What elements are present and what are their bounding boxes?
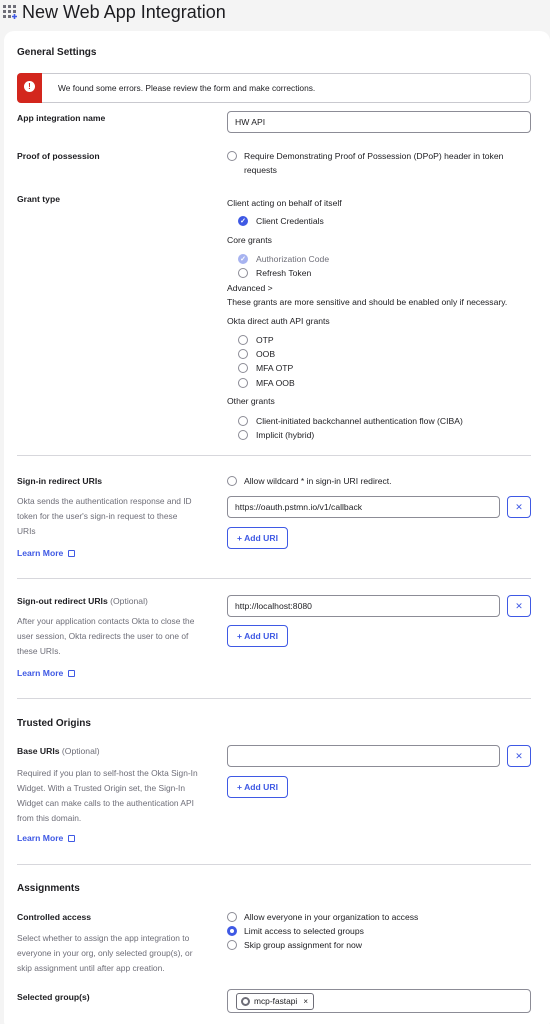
authorization-code-checkbox[interactable]: ✓ xyxy=(238,254,248,264)
refresh-token-checkbox[interactable] xyxy=(238,268,248,278)
signin-desc-2: token for the user's sign-in request to these xyxy=(17,511,178,521)
limit-groups-label: Limit access to selected groups xyxy=(244,926,364,936)
error-message: We found some errors. Please review the form and make corrections. xyxy=(58,83,316,93)
grant-type-label: Grant type xyxy=(17,194,60,204)
refresh-token-label: Refresh Token xyxy=(256,268,312,278)
trusted-desc-3: Widget can make calls to the authentication API xyxy=(17,798,194,808)
oob-label: OOB xyxy=(256,349,276,359)
divider xyxy=(17,864,531,865)
trusted-origins-heading: Trusted Origins xyxy=(17,718,91,729)
signin-learn-more-link[interactable]: Learn More xyxy=(17,548,75,558)
remove-signin-uri-button[interactable]: ✕ xyxy=(507,496,531,518)
signout-learn-more-link[interactable]: Learn More xyxy=(17,668,75,678)
signout-uri-input[interactable]: http://localhost:8080 xyxy=(227,595,500,617)
add-base-uri-button[interactable]: + Add URI xyxy=(227,776,288,798)
otp-checkbox[interactable] xyxy=(238,335,248,345)
signin-desc-3: URIs xyxy=(17,526,36,536)
allow-everyone-label: Allow everyone in your organization to access xyxy=(244,912,419,922)
add-signin-uri-button[interactable]: + Add URI xyxy=(227,527,288,549)
external-link-icon xyxy=(68,550,75,557)
remove-base-uri-button[interactable]: ✕ xyxy=(507,745,531,767)
client-group-label: Client acting on behalf of itself xyxy=(227,198,342,208)
wildcard-label: Allow wildcard * in sign-in URI redirect. xyxy=(244,476,392,486)
error-icon: ! xyxy=(24,81,35,92)
limit-groups-radio[interactable] xyxy=(227,926,237,936)
page-title: New Web App Integration xyxy=(22,2,226,22)
direct-auth-label: Okta direct auth API grants xyxy=(227,316,330,326)
client-credentials-checkbox[interactable]: ✓ xyxy=(238,216,248,226)
pop-label: Proof of possession xyxy=(17,151,100,161)
mfa-otp-checkbox[interactable] xyxy=(238,363,248,373)
advanced-toggle[interactable]: Advanced > xyxy=(227,283,273,293)
trusted-learn-more-link[interactable]: Learn More xyxy=(17,833,75,843)
dpop-option-label: Require Demonstrating Proof of Possession (DPoP) header in token xyxy=(244,151,504,161)
other-grants-label: Other grants xyxy=(227,396,275,406)
signout-desc-1: After your application contacts Okta to close the xyxy=(17,616,195,626)
chip-remove-icon[interactable]: × xyxy=(303,997,308,1006)
oob-checkbox[interactable] xyxy=(238,349,248,359)
ciba-checkbox[interactable] xyxy=(238,416,248,426)
otp-label: OTP xyxy=(256,335,274,345)
skip-assignment-label: Skip group assignment for now xyxy=(244,940,362,950)
assign-desc-3: skip assignment until after app creation. xyxy=(17,963,165,973)
base-uri-input[interactable] xyxy=(227,745,500,767)
ciba-label: Client-initiated backchannel authentication flow (CIBA) xyxy=(256,416,463,426)
remove-signout-uri-button[interactable]: ✕ xyxy=(507,595,531,617)
signin-redirect-label: Sign-in redirect URIs xyxy=(17,476,102,486)
implicit-checkbox[interactable] xyxy=(238,430,248,440)
divider xyxy=(17,698,531,699)
base-uris-label: Base URIs (Optional) xyxy=(17,746,100,756)
divider xyxy=(17,578,531,579)
signout-desc-3: these URIs. xyxy=(17,646,61,656)
group-chip: mcp-fastapi × xyxy=(236,993,314,1010)
implicit-label: Implicit (hybrid) xyxy=(256,430,315,440)
trusted-desc-2: Widget. With a Trusted Origin set, the Sign-In xyxy=(17,783,186,793)
add-signout-uri-button[interactable]: + Add URI xyxy=(227,625,288,647)
selected-groups-label: Selected group(s) xyxy=(17,992,90,1002)
gear-icon xyxy=(241,997,250,1006)
authorization-code-label: Authorization Code xyxy=(256,254,330,264)
controlled-access-label: Controlled access xyxy=(17,912,92,922)
trusted-desc-4: from this domain. xyxy=(17,813,82,823)
signin-desc-1: Okta sends the authentication response and ID xyxy=(17,496,192,506)
assign-desc-1: Select whether to assign the app integration to xyxy=(17,933,190,943)
assign-desc-2: everyone in your org, only selected group(s), or xyxy=(17,948,193,958)
external-link-icon xyxy=(68,835,75,842)
advanced-note: These grants are more sensitive and should be enabled only if necessary. xyxy=(227,297,508,307)
error-banner xyxy=(17,73,531,103)
signout-redirect-label: Sign-out redirect URIs (Optional) xyxy=(17,596,148,606)
app-name-input[interactable]: HW API xyxy=(227,111,531,133)
assignments-heading: Assignments xyxy=(17,883,80,894)
divider xyxy=(17,455,531,456)
app-grid-add-icon xyxy=(3,5,17,19)
skip-assignment-radio[interactable] xyxy=(227,940,237,950)
mfa-otp-label: MFA OTP xyxy=(256,363,294,373)
trusted-desc-1: Required if you plan to self-host the Okta Sign-In xyxy=(17,768,198,778)
general-settings-heading: General Settings xyxy=(17,47,97,58)
dpop-checkbox[interactable] xyxy=(227,151,237,161)
dpop-option-label-2: requests xyxy=(244,165,277,175)
mfa-oob-label: MFA OOB xyxy=(256,378,295,388)
signout-desc-2: user session, Okta redirects the user to one of xyxy=(17,631,189,641)
core-grants-label: Core grants xyxy=(227,235,272,245)
mfa-oob-checkbox[interactable] xyxy=(238,378,248,388)
client-credentials-label: Client Credentials xyxy=(256,216,324,226)
wildcard-checkbox[interactable] xyxy=(227,476,237,486)
signin-uri-input[interactable]: https://oauth.pstmn.io/v1/callback xyxy=(227,496,500,518)
allow-everyone-radio[interactable] xyxy=(227,912,237,922)
app-name-label: App integration name xyxy=(17,113,106,123)
external-link-icon xyxy=(68,670,75,677)
